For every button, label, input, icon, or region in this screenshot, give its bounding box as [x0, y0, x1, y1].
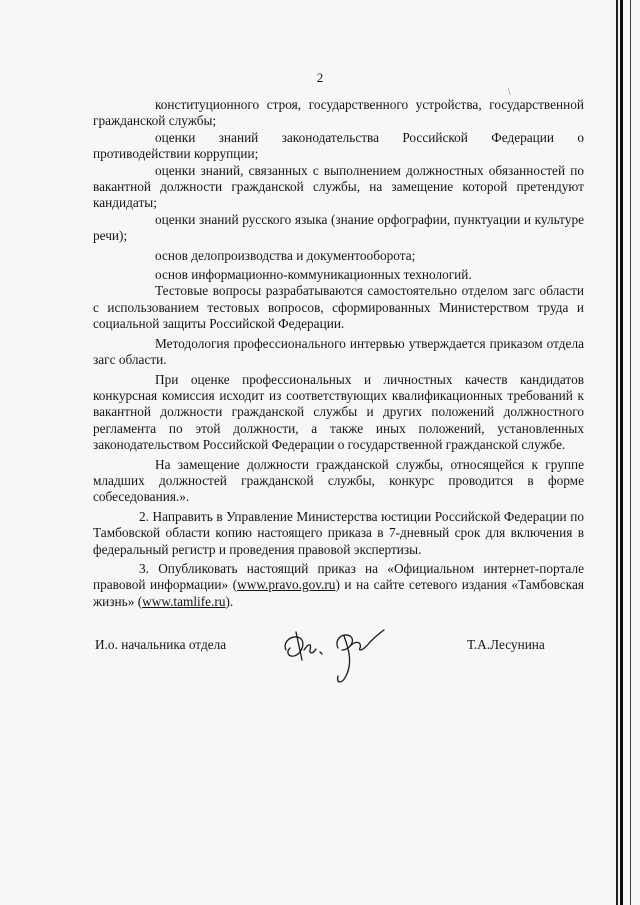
scan-edge: [630, 0, 631, 905]
link-tamlife[interactable]: www.tamlife.ru: [142, 593, 226, 609]
scan-edge: [616, 0, 618, 905]
page-number: 2: [316, 70, 324, 85]
link-pravo[interactable]: www.pravo.gov.ru: [237, 577, 336, 593]
paragraph: При оценке профессиональных и личностных качеств кандидатов конкурсная комиссия исходит из соответствующих квалификационных требований к вакантной должности гражданской службы и других положений должностного регламента по этой должности, а также иных положений, установленных законодательством Российской Федерации о государственной гражданской службе.: [93, 371, 584, 453]
paragraph-text: ).: [225, 593, 234, 609]
document-body: [93, 97, 584, 610]
handwritten-signature: [280, 620, 395, 690]
paragraph-text: 3. Опубликовать настоящий приказ на «Официальном интернет-портале правовой информации» (: [93, 560, 584, 593]
paragraph: На замещение должности гражданской службы, относящейся к группе младших должностей гражданской службы, конкурс проводится в форме собеседования.».: [93, 456, 584, 505]
paragraph: основ делопроизводства и документооборота;: [155, 247, 416, 263]
signatory-position: И.о. начальника отдела: [95, 637, 227, 652]
paragraph: Тестовые вопросы разрабатываются самостоятельно отделом загс области с использованием тестовых вопросов, сформированных Министерством труда и социальной защиты Российской Федерации.: [93, 283, 584, 332]
paragraph: [93, 561, 584, 610]
paragraph-text: ) и на сайте сетевого издания «Тамбовская жизнь» (: [93, 577, 584, 609]
paragraph: конституционного строя, государственного устройства, государственной гражданской службы;: [93, 97, 584, 129]
paragraph: основ информационно-коммуникационных технологий.: [155, 267, 472, 283]
paragraph: оценки знаний законодательства Российской Федерации о противодействии коррупции;: [93, 129, 584, 162]
paragraph: оценки знаний русского языка (знание орфографии, пунктуации и культуре речи);: [93, 211, 584, 244]
scan-edge: [620, 0, 623, 905]
paragraph: 2. Направить в Управление Министерства юстиции Российской Федерации по Тамбовской области копию настоящего приказа в 7-дневный срок для включения в федеральный регистр и проведения правовой экспертизы.: [93, 508, 584, 557]
paragraph: Методология профессионального интервью утверждается приказом отдела загс области.: [93, 335, 584, 368]
signatory-name: Т.А.Лесунина: [467, 637, 545, 652]
paragraph: оценки знаний, связанных с выполнением должностных обязанностей по вакантной должности гражданской службы, на замещение которой претендуют кандидаты;: [93, 162, 584, 211]
scan-mark: \: [508, 87, 511, 97]
